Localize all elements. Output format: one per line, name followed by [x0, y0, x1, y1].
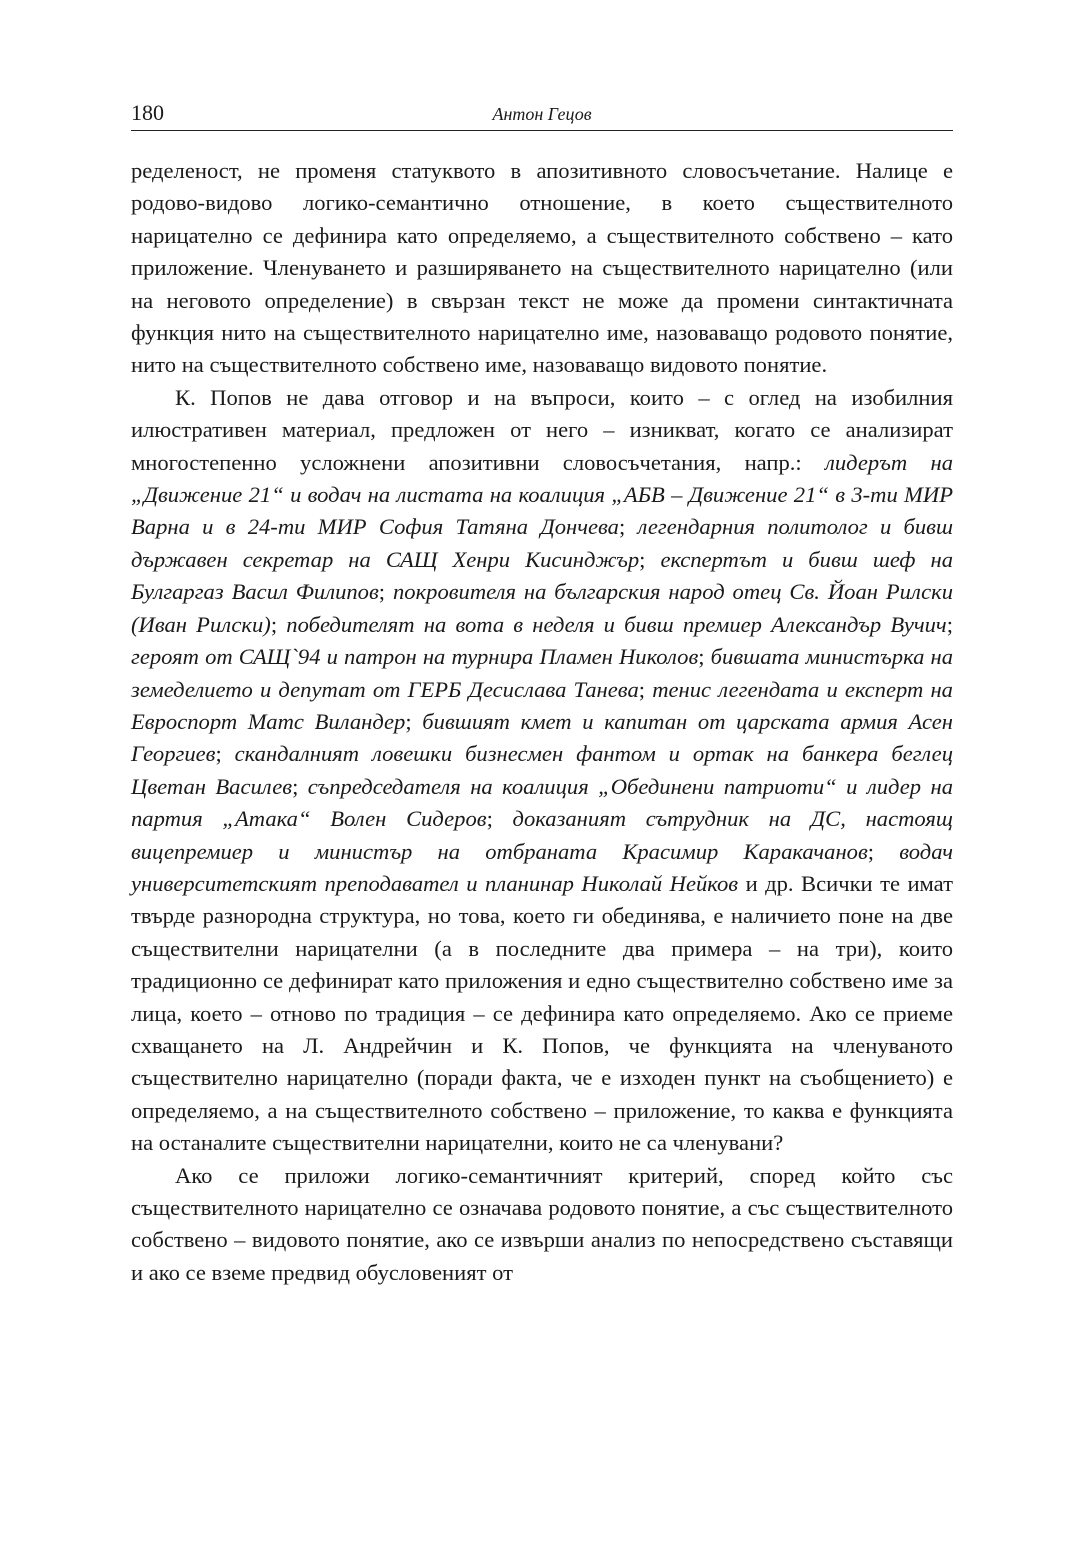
- text-run: ;: [486, 806, 513, 832]
- text-run: ределеност, не променя статуквото в апозитивното словосъчетание. Налице е родово-видово логико-семантично отношение, в което съществителното нарицателно се дефинира като определяемо, а съществителното собствено – като приложение. Членуването и разширяването на съществителното нарицателно (или на неговото определение) в свързан текст не може да промени синтактичната функция нито на съществителното нарицателно име, назоваващо родовото понятие, нито на съществителното собствено име, назоваващо видовото понятие.: [131, 158, 953, 378]
- example-phrase: покровителя на българския народ отец Св. Йоан Рилски (Иван Рилски): [131, 579, 953, 637]
- text-run: ;: [292, 773, 308, 799]
- example-phrase: бившият кмет и капитан от царската армия Асен Георгиев: [131, 708, 953, 767]
- example-phrase: бившата министърка на земеделието и депутат от ГЕРБ Десислава Танева: [131, 644, 954, 702]
- text-run: Ако се приложи логико-семантичният критерий, според който със съществителното нарицателно се означава родовото понятие, а със съществителното собствено – видовото понятие, ако се извърши анализ по непосредствено съставящи и ако се вземе предвид обусловеният от: [131, 1162, 953, 1285]
- text-run: ;: [946, 611, 953, 637]
- header-author: Антон Гецов: [492, 104, 592, 124]
- text-run: К. Попов не дава отговор и на въпроси, които – с оглед на изобилния илюстративен материал, предложен от него – изникват, когато се анализират многостепенно усложнени апозитивни словосъчетания, напр.:: [131, 384, 953, 475]
- example-phrase: експертът и бивш шеф на Булгаргаз Васил Филипов: [131, 546, 953, 605]
- running-header: [131, 96, 953, 131]
- paragraph: [131, 1160, 953, 1290]
- paragraph: [131, 155, 953, 382]
- book-page: [131, 96, 953, 1289]
- text-run: ;: [215, 741, 235, 767]
- body-text: [131, 155, 953, 1289]
- text-run: ;: [405, 708, 423, 734]
- example-phrase: съпредседателя на коалиция „Обединени патриоти“ и лидер на партия „Атака“ Волен Сидеров: [131, 773, 953, 832]
- example-phrase: скандалният ловешки бизнесмен фантом и ортак на банкера беглец Цветан Василев: [131, 741, 953, 799]
- example-phrase: героят от САЩ`94 и патрон на турнира Пламен Николов: [131, 644, 699, 670]
- text-run: ;: [867, 838, 900, 864]
- example-phrase: победителят на вота в неделя и бивш премиер Александър Вучич: [286, 611, 947, 637]
- text-run: ;: [378, 579, 393, 605]
- text-run: ;: [638, 676, 653, 702]
- paragraph: [131, 382, 953, 1160]
- example-phrase: доказаният сътрудник на ДС, настоящ вицепремиер и министър на отбраната Красимир Каракачанов: [131, 806, 953, 864]
- example-phrase: водач университетският преподавател и планинар Николай Нейков: [131, 838, 953, 896]
- text-run: и др. Всички те имат твърде разнородна структура, но това, което ги обединява, е наличието поне на две съществителни нарицателни (а в последните два примера – на три), които традиционно се дефинират като приложения и едно съществително собствено име за лица, което – отново по традиция – се дефинира като определяемо. Ако се приеме схващането на Л. Андрейчин и К. Попов, че функцията на членуваното съществително нарицателно (поради факта, че е изходен пункт на съобщението) е определяемо, а на съществителното собствено – приложение, то каква е функцията на останалите съществителни нарицателни, които не са членувани?: [131, 870, 953, 1156]
- text-run: ;: [639, 546, 661, 572]
- page-number: 180: [131, 100, 164, 125]
- text-run: ;: [698, 644, 711, 670]
- example-phrase: лидерът на „Движение 21“ и водач на листата на коалиция „АБВ – Движение 21“ в 3-ти МИР Варна и в 24-ти МИР София Татяна Дончева: [131, 449, 953, 540]
- example-phrase: легендарния политолог и бивш държавен секретар на САЩ Хенри Кисинджър: [131, 514, 953, 572]
- example-phrase: тенис легендата и експерт на Евроспорт Матс Виландер: [131, 676, 953, 734]
- text-run: ;: [618, 514, 638, 540]
- text-run: ;: [270, 611, 287, 637]
